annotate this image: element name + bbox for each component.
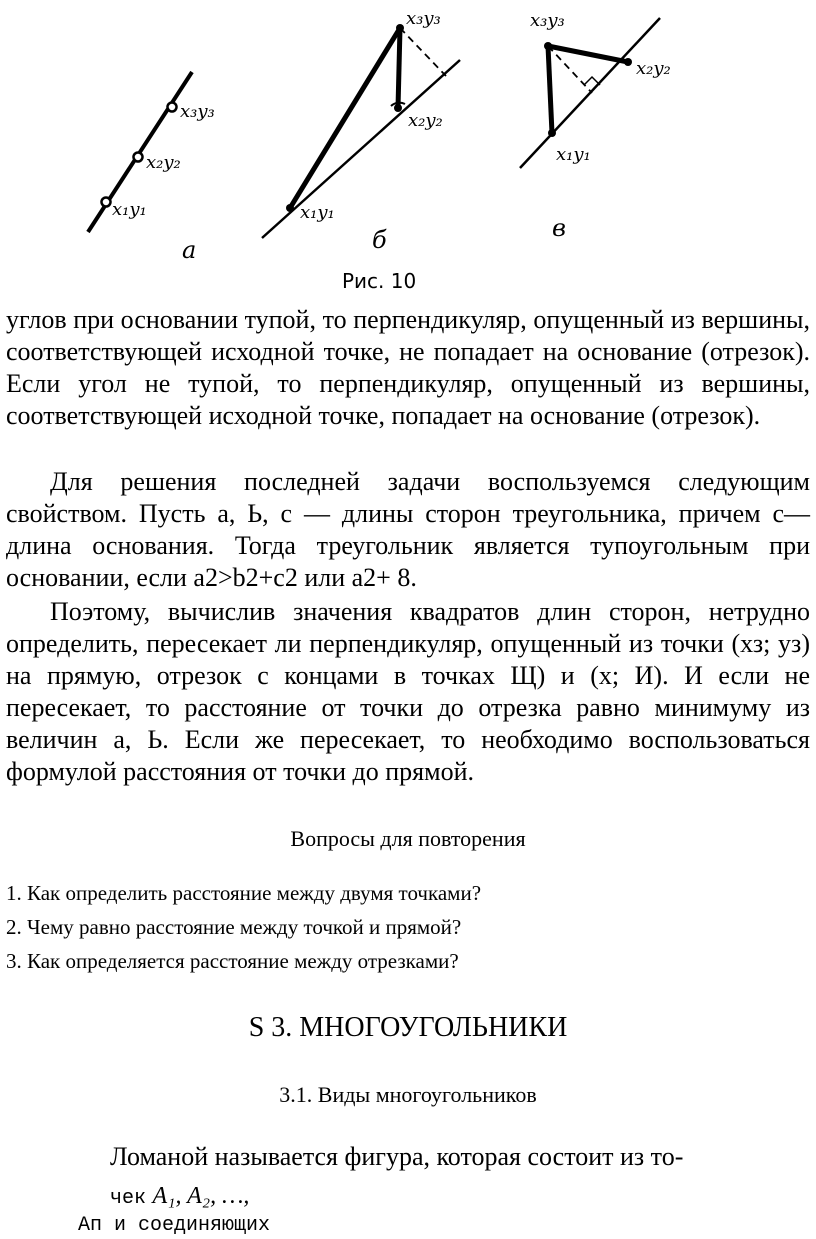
- label-a-p2: x₂y₂: [146, 152, 181, 173]
- points-formula: A₁, A₂, …,: [152, 1183, 250, 1209]
- question-number: 1.: [6, 881, 22, 905]
- perpendicular-b: [400, 28, 446, 76]
- question-item: [6, 944, 481, 978]
- label-b-letter: б: [372, 226, 387, 254]
- point-b2: [394, 104, 402, 112]
- paragraph-3: Поэтому, вычислив значения квадратов длин сторон, нетрудно определить, пересекает ли перпендикуляр, опущенный из точки (хз; уз) на прямую, отрезок с концами в точках Щ) и (х; И). И если не пересекает, то расстояние от точки до отрезка равно минимуму из величин а, Ь. Если же пересекает, то необходимо воспользоваться формулой расстояния от точки до прямой.: [6, 597, 810, 786]
- point-a2: [134, 153, 143, 162]
- figure-drawing: [0, 0, 816, 300]
- question-number: 2.: [6, 915, 22, 939]
- label-c-letter: в: [552, 214, 566, 242]
- question-item: [6, 910, 481, 944]
- label-b-p2: x₂y₂: [408, 110, 443, 131]
- paragraph-1: углов при основании тупой, то перпендикуляр, опущенный из вершины, соответствующей исходной точке, не попадает на основание (отрезок). Если угол не тупой, то перпендикуляр, опущенный из вершины, соответствующей исходной точке, попадает на основание (отрезок).: [6, 305, 810, 430]
- definition-line-1: Ломаной называется фигура, которая состоит из то-: [110, 1142, 684, 1171]
- figure-10: [0, 0, 816, 300]
- point-c2: [624, 58, 632, 66]
- point-a3: [168, 103, 177, 112]
- side-b-23: [398, 28, 400, 108]
- questions-title: Вопросы для повторения: [290, 826, 526, 851]
- definition-line-2: [110, 1180, 249, 1210]
- label-a-p1: x₁y₁: [112, 199, 147, 220]
- point-c1: [548, 129, 556, 137]
- chapter-title: S 3. МНОГОУГОЛЬНИКИ: [248, 1012, 568, 1043]
- label-c-p3: x₃y₃: [530, 10, 565, 31]
- paragraph-2: Для решения последней задачи воспользуемся следующим свойством. Пусть а, Ь, с — длины сторон треугольника, причем с— длина основания. Тогда треугольник является тупоугольным при основании, если а2>b2+с2 или а2+ 8.: [6, 467, 810, 592]
- definition-line-3: Ап и соединяющих: [78, 1214, 271, 1237]
- point-b3: [396, 24, 404, 32]
- label-c-p1: x₁y₁: [556, 144, 591, 165]
- label-c-p2: x₂y₂: [636, 58, 671, 79]
- question-text: Как определяется расстояние между отрезками?: [27, 949, 459, 973]
- point-c3: [544, 42, 552, 50]
- label-b-p3: x₃y₃: [406, 8, 441, 29]
- question-number: 3.: [6, 949, 22, 973]
- figure-c: [520, 10, 671, 242]
- question-text: Чему равно расстояние между точкой и прямой?: [27, 915, 462, 939]
- point-b1: [286, 204, 294, 212]
- figure-a: [88, 72, 215, 264]
- label-b-p1: x₁y₁: [300, 202, 335, 223]
- definition-prefix: чек: [110, 1187, 147, 1210]
- questions-list: [6, 876, 481, 978]
- side-c-31: [548, 46, 552, 133]
- figure-caption: Рис. 10: [342, 269, 417, 293]
- question-text: Как определить расстояние между двумя точками?: [27, 881, 482, 905]
- side-b-13: [290, 28, 400, 208]
- point-a1: [102, 198, 111, 207]
- figure-b: [262, 8, 460, 254]
- question-item: [6, 876, 481, 910]
- label-a-p3: x₃y₃: [180, 101, 215, 122]
- section-title: 3.1. Виды многоугольников: [279, 1082, 537, 1107]
- label-a-letter: а: [182, 236, 197, 264]
